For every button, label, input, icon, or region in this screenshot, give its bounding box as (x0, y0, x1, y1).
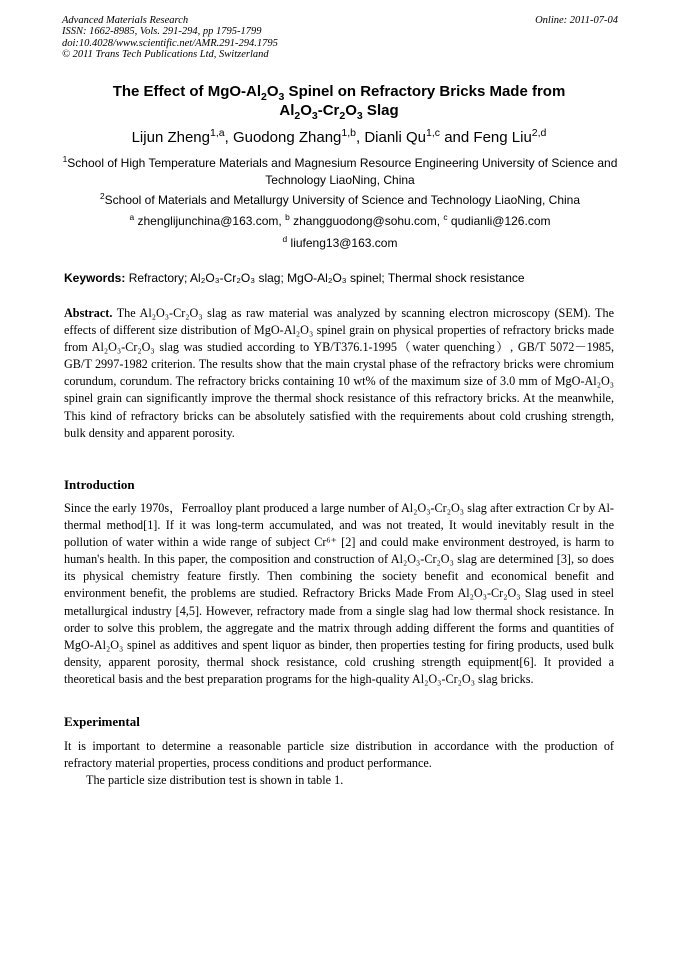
author-name: Guodong Zhang (232, 129, 342, 146)
keywords (64, 270, 620, 287)
online-date: Online: 2011-07-04 (535, 15, 618, 26)
title-line-1: The Effect of MgO-$Al_2O_3$ Spinel on Refractory Bricks Made from (112, 83, 566, 103)
author-list: Lijun Zheng$^{1,a}$, Guodong Zhang$^{1,b}$, Dianli Qu$^{1,c}$ and Feng Liu$^{2,d}$ (131, 127, 547, 146)
journal-header (62, 15, 618, 60)
experimental-paragraph-2: The particle size distribution test is shown in table 1. (86, 773, 344, 788)
affiliation-2: $^2$School of Materials and Metallurgy University of Science and Technology LiaoNing, China (99, 191, 581, 207)
keywords-label: Keywords: (64, 271, 126, 285)
introduction-text: Since the early 1970s，Ferroalloy plant produced a large number of Al₂O₃-Cr₂O₃ slag after extraction Cr by Al-thermal method[1]. If it was long-term accumulated, and was not treated, It would inevitably result in the pollution of water within a wide range of subject Cr⁶⁺ [2] and could make environment destroyed, is harm to human's health. In this paper, the composition and construction of Al₂O₃-Cr₂O₃ slag are determined [3], so does its physical chemistry feature firstly. Then combining the society benefit and economical benefit and environment benefit, the problems are studied. Refractory Bricks Made From Al₂O₃-Cr₂O₃ Slag used in steel metallurgical industry [4,5]. However, refractory made from a single slag had low thermal shock resistance. In order to solve this problem, the aggregate and the matrix through adding different the forms and quantities of MgO-Al₂O₃ spinel as additives and spent liquor as binder, then properties testing for firing products, used bulk density, apparent porosity, thermal shock resistance, cold crushing strength equipment[6]. It provided a theoretical basis and the best preparation programs for the high-quality Al₂O₃-Cr₂O₃ slag bricks. (64, 501, 614, 686)
copyright-line: © 2011 Trans Tech Publications Ltd, Switzerland (62, 48, 269, 60)
abstract-label: Abstract. (64, 306, 113, 320)
abstract (64, 305, 614, 442)
introduction-heading: Introduction (64, 477, 135, 492)
email-line-1: $^a$ zhenglijunchina@163.com, $^b$ zhangguodong@sohu.com, $^c$ qudianli@126.com (129, 212, 551, 228)
experimental-text (64, 738, 614, 789)
affiliation-1: $^1$School of High Temperature Materials and Magnesium Resource Engineering University of Science and Technology LiaoNing, China (62, 154, 618, 187)
issn-line: ISSN: 1662-8985, Vols. 291-294, pp 1795-1799 (62, 26, 262, 38)
author-name: Dianli Qu (364, 129, 427, 146)
abstract-text: The Al₂O₃-Cr₂O₃ slag as raw material was analyzed by scanning electron microscopy (SEM). The effects of different size distribution of MgO-Al₂O₃ spinel grain on physical properties of refractory bricks made from Al₂O₃-Cr₂O₃ slag was studied according to YB/T376.1-1995（water quenching）, GB/T 5072－1985, GB/T 2997-1982 criterion. The results show that the main crystal phase of the refractory bricks were chromium corundum, corundum. The refractory bricks containing 10 wt% of the maximum size of 3.0 mm of MgO-Al₂O₃ spinel grain can significantly improve the thermal shock resistance of this refractory bricks. At the meanwhile, This kind of refractory bricks can be absolutely satisfied with the requirements about cold crushing strength, bulk density and apparent porosity. (64, 306, 614, 440)
author-name: Lijun Zheng (131, 129, 210, 146)
experimental-paragraph-1: It is important to determine a reasonable particle size distribution in accordance with the production of refractory material properties, process conditions and product performance. (64, 739, 614, 771)
doi-line: doi:10.4028/www.scientific.net/AMR.291-294.1795 (62, 37, 278, 49)
email-line-2: $^d$ liufeng13@163.com (282, 234, 398, 250)
title-line-2: $Al_2O_3-Cr_2O_3$ Slag (279, 102, 399, 122)
experimental-heading: Experimental (64, 714, 140, 729)
author-name: Feng Liu (473, 129, 532, 146)
keywords-text: Refractory; Al₂O₃-Cr₂O₃ slag; MgO-Al₂O₃ spinel; Thermal shock resistance (125, 271, 525, 285)
paper-title (40, 82, 638, 120)
journal-name: Advanced Materials Research (62, 15, 189, 26)
